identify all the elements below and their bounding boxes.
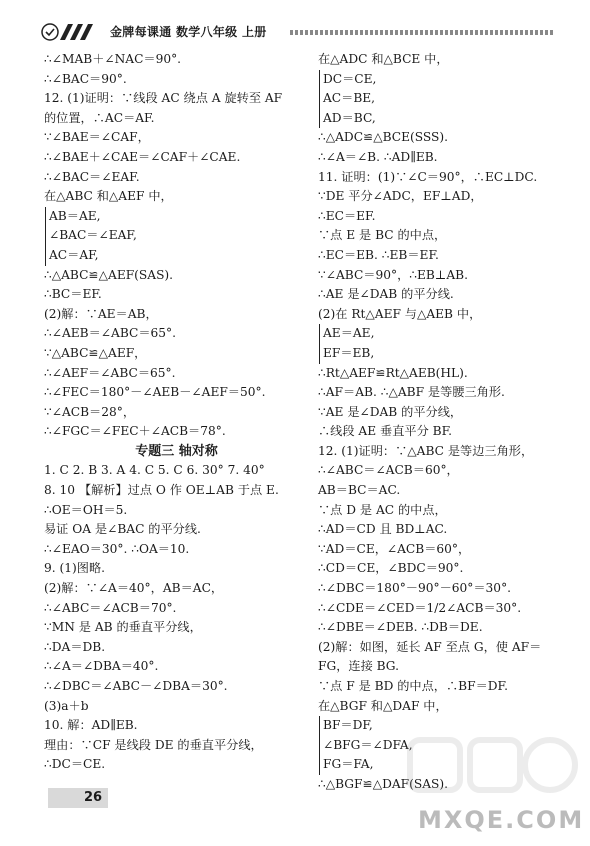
- text-line: ∴∠CDE＝∠CED＝1/2∠ACB＝30°.: [318, 600, 522, 615]
- left-column: [44, 50, 309, 775]
- text-line: ∴OE＝OH＝5.: [44, 502, 128, 517]
- header-dotted-rule: [290, 30, 555, 35]
- text-line: ∵点 D 是 AC 的中点，: [318, 502, 447, 517]
- text-line: ∴∠A＝∠DBA＝40°.: [44, 659, 159, 674]
- medal-logo-icon: [40, 22, 102, 42]
- text-line: 在△BGF 和△DAF 中，: [318, 698, 448, 713]
- text-line: ∴∠A＝∠B. ∴AD∥EB.: [318, 149, 438, 164]
- text-line: ∴∠FGC＝∠FEC＋∠ACB＝78°.: [44, 424, 226, 439]
- text-line: AB＝BC＝AC.: [318, 483, 401, 498]
- text-line: ∴Rt△AEF≌Rt△AEB(HL).: [318, 365, 468, 380]
- text-line: ∴∠EAO＝30°. ∴OA＝10.: [44, 541, 190, 556]
- text-line: ∵点 F 是 BD 的中点，∴BF＝DF.: [318, 679, 508, 693]
- text-line: ∠BAC＝∠EAF,: [45, 226, 309, 246]
- text-line: ∵DE 平分∠ADC，EF⊥AD，: [318, 189, 483, 204]
- text-line: ∴∠FEC＝180°－∠AEB－∠AEF＝50°.: [44, 385, 266, 400]
- text-line: AC＝AF,: [45, 246, 309, 266]
- text-line: ∴∠BAE＋∠CAE＝∠CAF＋∠CAE.: [44, 149, 241, 164]
- text-line: (2)解：∵∠A＝40°，AB＝AC，: [44, 581, 224, 596]
- text-line: ∵点 E 是 BC 的中点，: [318, 228, 447, 243]
- text-line: ∴∠DBC＝∠ABC－∠DBA＝30°.: [44, 679, 228, 693]
- text-line: AB＝AE,: [45, 207, 309, 227]
- text-line: ∴DA＝DB.: [44, 639, 106, 654]
- text-line: FG，连接 BG.: [318, 659, 399, 674]
- page-number-box: [48, 788, 108, 808]
- text-line: ∴△ABC≌△AEF(SAS).: [44, 267, 174, 282]
- text-line: ∴DC＝CE.: [44, 757, 106, 772]
- text-line: ∵MN 是 AB 的垂直平分线，: [44, 620, 202, 635]
- page-number: 26: [84, 790, 103, 805]
- text-line: 11. 证明：(1)∵∠C＝90°，∴EC⊥DC.: [318, 169, 538, 184]
- text-line: ∵△ABC≌△AEF，: [44, 345, 147, 360]
- text-line: ∴AF＝AB. ∴△ABF 是等腰三角形.: [318, 385, 505, 400]
- text-line: AE＝AE,: [319, 324, 568, 344]
- text-line: ∵AE 是∠DAB 的平分线，: [318, 404, 463, 419]
- text-line: EF＝EB,: [319, 344, 568, 364]
- text-line: FG＝FA,: [319, 755, 568, 775]
- book-title: 金牌每课通 数学八年级 上册: [110, 25, 267, 39]
- text-line: ∴AD＝CD 且 BD⊥AC.: [318, 522, 448, 537]
- text-line: 在△ADC 和△BCE 中，: [318, 52, 449, 66]
- text-line: ∵AD＝CE，∠ACB＝60°，: [318, 541, 471, 556]
- text-line: DC＝CE,: [319, 70, 568, 90]
- text-line: ∵∠ACB＝28°，: [44, 404, 136, 419]
- text-line: 9. (1)图略.: [44, 561, 106, 576]
- text-line: ∴AE 是∠DAB 的平分线.: [318, 287, 454, 302]
- text-line: ∴△BGF≌△DAF(SAS).: [318, 776, 448, 791]
- text-line: ∴∠MAB＋∠NAC＝90°.: [44, 52, 182, 66]
- text-line: 12. (1)证明：∵线段 AC 绕点 A 旋转至 AF: [44, 91, 283, 106]
- text-line: (2)解：如图，延长 AF 至点 G，使 AF＝: [318, 639, 542, 654]
- text-line: ∴∠AEF＝∠ABC＝65°.: [44, 365, 176, 380]
- text-line: ∴EC＝EB. ∴EB＝EF.: [318, 247, 439, 262]
- text-line: ∴∠DBC＝180°－90°－60°＝30°.: [318, 581, 512, 596]
- text-line: ∴△ADC≌△BCE(SSS).: [318, 130, 449, 145]
- text-line: ∴∠BAC＝∠EAF.: [44, 169, 140, 184]
- page-header: [40, 22, 560, 42]
- text-line: ∴CD＝CE，∠BDC＝90°.: [318, 561, 464, 576]
- text-line: ∵∠BAE＝∠CAF，: [44, 130, 150, 145]
- text-line: 1. C 2. B 3. A 4. C 5. C 6. 30° 7. 40°: [44, 463, 265, 478]
- text-line: 12. (1)证明：∵△ABC 是等边三角形，: [318, 443, 534, 458]
- text-line: 的位置，∴AC＝AF.: [44, 110, 155, 125]
- text-line: AD＝BC,: [319, 109, 568, 129]
- text-line: 理由：∵CF 是线段 DE 的垂直平分线，: [44, 737, 263, 752]
- text-line: AC＝BE,: [319, 89, 568, 109]
- text-line: ∴线段 AE 垂直平分 BF.: [318, 424, 453, 439]
- text-line: ∴∠ABC＝∠ACB＝70°.: [44, 600, 177, 615]
- text-line: ∴EC＝EF.: [318, 208, 376, 223]
- text-line: ∴∠DBE＝∠DEB. ∴DB＝DE.: [318, 620, 483, 635]
- text-line: 10. 解：AD∥EB.: [44, 718, 138, 733]
- text-line: (3)a＋b: [44, 698, 89, 713]
- text-line: (2)在 Rt△AEF 与△AEB 中，: [318, 306, 482, 321]
- text-line: ∵∠ABC＝90°，∴EB⊥AB.: [318, 267, 468, 282]
- text-line: ∴∠ABC＝∠ACB＝60°，: [318, 463, 459, 478]
- section-heading: 专题三 轴对称: [135, 443, 218, 459]
- watermark-text: MXQE.COM: [418, 806, 585, 834]
- right-column: [318, 50, 568, 795]
- text-line: BF＝DF,: [319, 716, 568, 736]
- text-line: 在△ABC 和△AEF 中，: [44, 189, 173, 204]
- text-line: ∴BC＝EF.: [44, 287, 102, 302]
- text-line: 易证 OA 是∠BAC 的平分线.: [44, 522, 201, 537]
- text-line: ∠BFG＝∠DFA,: [319, 736, 568, 756]
- text-line: ∴∠BAC＝90°.: [44, 71, 127, 86]
- text-line: ∴∠AEB＝∠ABC＝65°.: [44, 326, 176, 341]
- text-line: 8. 10 【解析】过点 O 作 OE⊥AB 于点 E.: [44, 483, 279, 498]
- text-line: (2)解：∵AE＝AB，: [44, 306, 158, 321]
